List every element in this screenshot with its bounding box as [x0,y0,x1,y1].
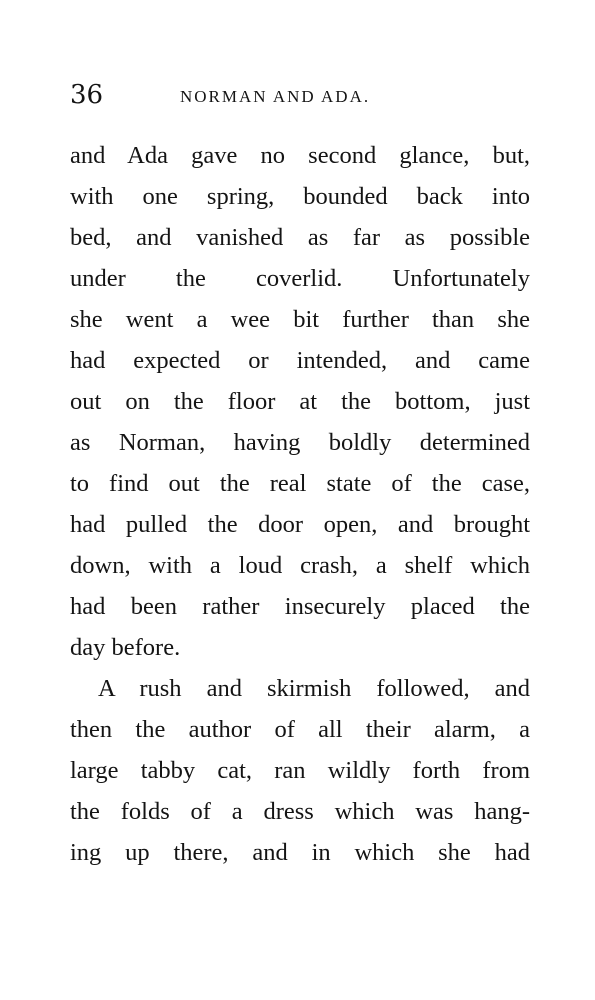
running-title: NORMAN AND ADA. [180,87,371,106]
text-line: ing up there, and in which she had [70,839,530,866]
text-line: had been rather insecurely placed the [70,593,530,620]
body-text [70,135,530,873]
text-line: and Ada gave no second glance, but, [70,142,530,169]
text-line: had expected or intended, and came [70,347,530,374]
text-line: large tabby cat, ran wildly forth from [70,757,530,784]
text-line: as Norman, having boldly determined [70,429,530,456]
page-number: 36 [70,80,104,110]
paragraph-1 [70,135,530,668]
text-line: she went a wee bit further than she [70,306,530,333]
text-line: had pulled the door open, and brought [70,511,530,538]
paragraph-2 [70,668,530,873]
text-line: with one spring, bounded back into [70,183,530,210]
text-line: day before. [70,634,181,661]
text-line: to find out the real state of the case, [70,470,530,497]
text-line: bed, and vanished as far as possible [70,224,530,251]
text-line: the folds of a dress which was hang- [70,798,530,825]
text-line: down, with a loud crash, a shelf which [70,552,530,579]
text-line: A rush and skirmish followed, and [98,675,530,702]
page-header [70,80,530,120]
text-line: out on the floor at the bottom, just [70,388,530,415]
text-line: under the coverlid. Unfortunately [70,265,530,292]
text-line: then the author of all their alarm, a [70,716,530,743]
